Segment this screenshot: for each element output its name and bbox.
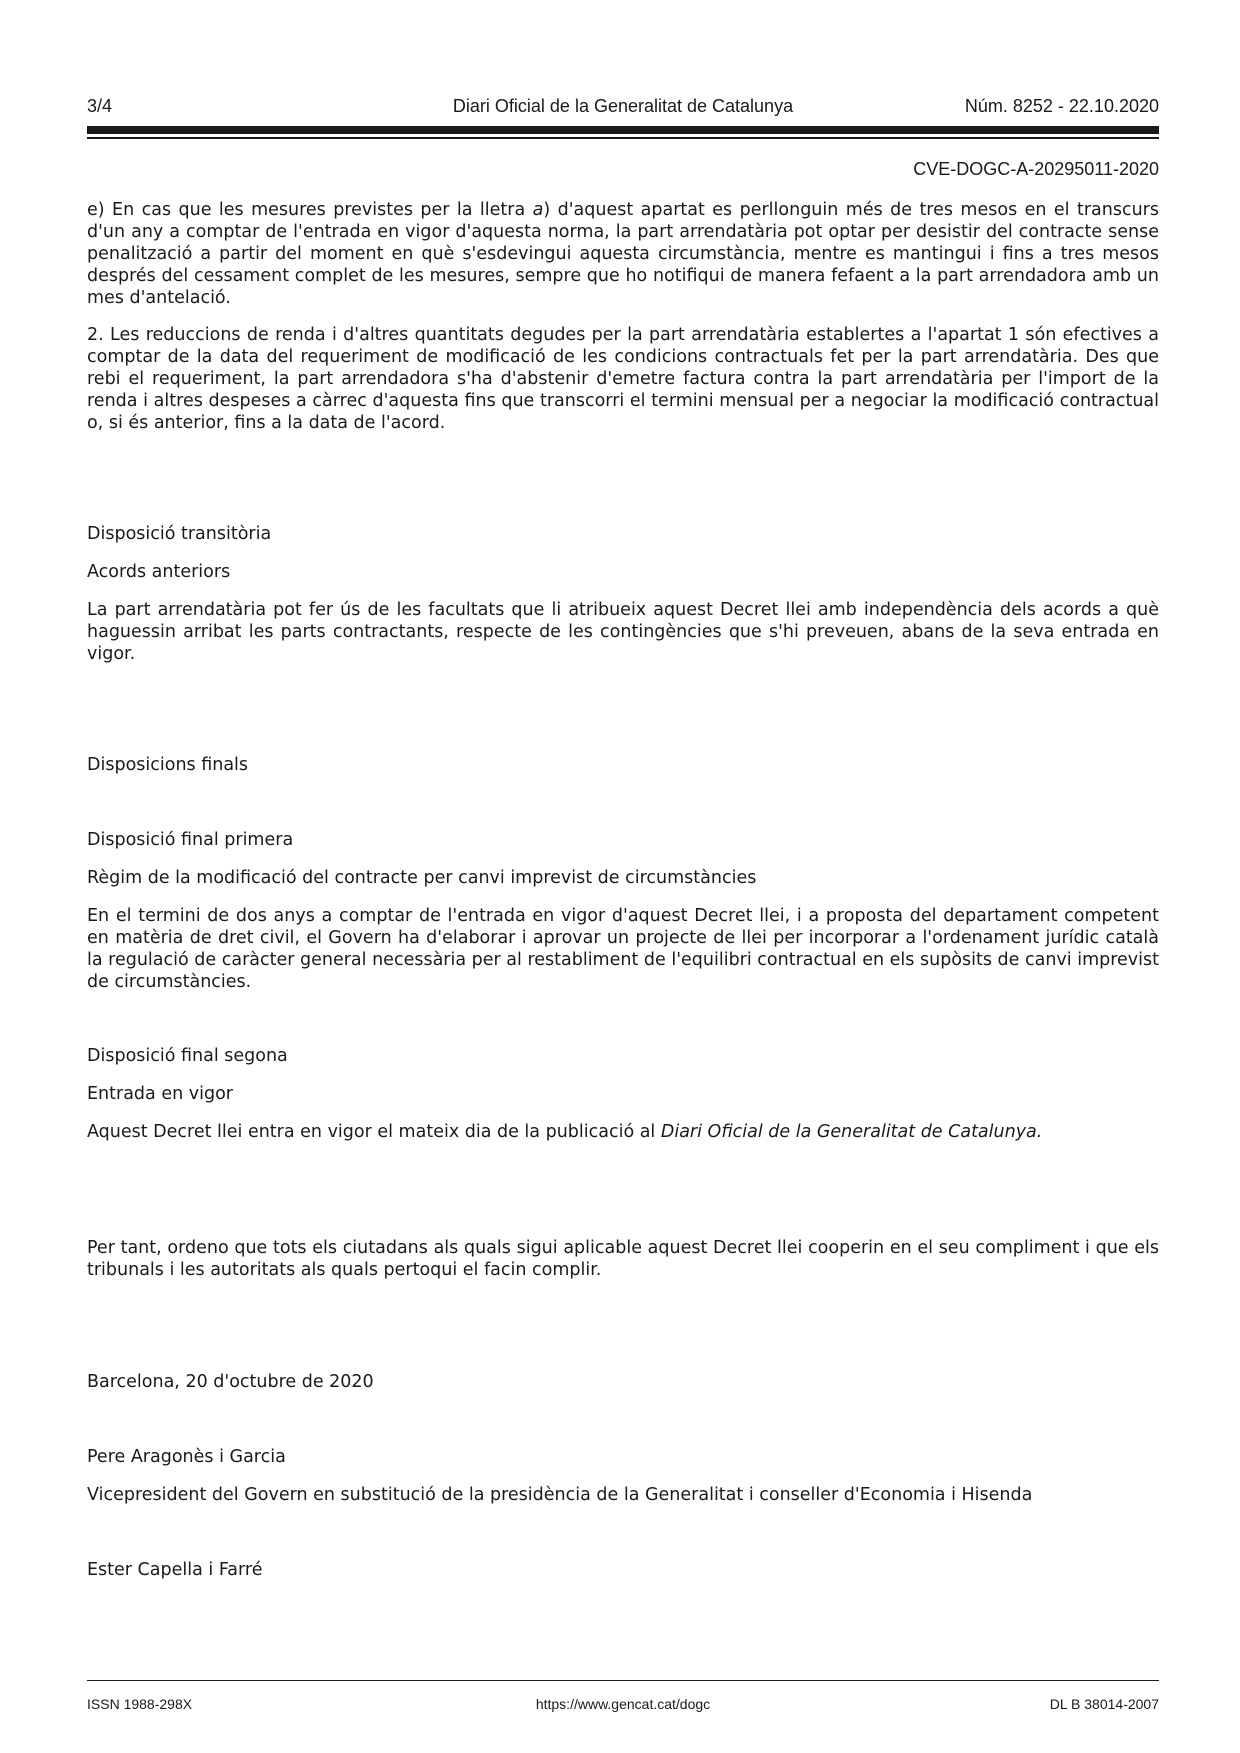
final2-text-journal: Diari Oficial de la Generalitat de Catalunya. — [660, 1122, 1043, 1142]
signatory2-name: Ester Capella i Farré — [87, 1560, 263, 1580]
final1-heading: Disposició final primera — [87, 830, 294, 850]
page-number: 3/4 — [87, 96, 113, 116]
header-rule-thick — [87, 126, 1159, 134]
issn: ISSN 1988-298X — [87, 1696, 193, 1712]
page-footer — [87, 1696, 1159, 1716]
final1-text: En el termini de dos anys a comptar de l'entrada en vigor d'aquest Decret llei, i a proposta del departament competent en matèria de dret civil, el Govern ha d'elaborar i aprovar un projecte de llei per incorporar a l'ordenament jurídic català la regulació de caràcter general necessària per al restabliment de l'equilibri contractual en els supòsits de canvi imprevist de circumstàncies. — [87, 906, 1159, 992]
paragraph-e — [87, 199, 1159, 309]
paragraph-2: 2. Les reduccions de renda i d'altres quantitats degudes per la part arrendatària establertes a l'apartat 1 són efectives a comptar de la data del requeriment de modificació de les condicions contractuals fet per la part arrendatària. Des que rebi el requeriment, la part arrendadora s'ha d'abstenir d'emetre factura contra la part arrendatària per l'import de la renda i altres despeses a càrrec d'aquesta fins que transcorri el termini mensual per a negociar la modificació contractual o, si és anterior, fins a la data de l'acord. — [87, 325, 1159, 433]
header-rule-thin — [87, 137, 1159, 139]
paragraph-e-letter: a — [532, 200, 544, 220]
transitory-text: La part arrendatària pot fer ús de les facultats que li atribueix aquest Decret llei amb independència dels acords a què haguessin arribat les parts contractants, respecte de les contingències que s'hi preveuen, abans de la seva entrada en vigor. — [87, 600, 1159, 664]
issue-number: Núm. 8252 - 22.10.2020 — [964, 96, 1159, 116]
transitory-heading: Disposició transitòria — [87, 524, 272, 544]
final1-title: Règim de la modificació del contracte per canvi imprevist de circumstàncies — [87, 868, 757, 888]
legal-deposit: DL B 38014-2007 — [1049, 1696, 1159, 1712]
publication-title: Diari Oficial de la Generalitat de Catalunya — [452, 96, 794, 116]
closing-formula: Per tant, ordeno que tots els ciutadans als quals sigui aplicable aquest Decret llei cooperin en el seu compliment i que els tribunals i les autoritats als quals pertoqui el facin complir. — [87, 1238, 1159, 1280]
place-date: Barcelona, 20 d'octubre de 2020 — [87, 1372, 374, 1392]
final2-heading: Disposició final segona — [87, 1046, 288, 1066]
paragraph-e-prefix: e) En cas que les mesures previstes per la lletra — [87, 200, 533, 220]
signatory1-title: Vicepresident del Govern en substitució de la presidència de la Generalitat i conseller d'Economia i Hisenda — [87, 1485, 1033, 1505]
final2-title: Entrada en vigor — [87, 1084, 233, 1104]
paragraph-e-rest: ) d'aquest apartat es perllonguin més de tres mesos en el transcurs d'un any a comptar de l'entrada en vigor d'aquesta norma, la part arrendatària pot optar per desistir del contracte sense penalització a partir del moment en què s'esdevingui aquesta circumstància, mentre es mantingui i fins a tres mesos després del cessament complet de les mesures, sempre que ho notifiqui de manera fefaent a la part arrendadora amb un mes d'antelació. — [87, 200, 1159, 308]
final2-text-prefix: Aquest Decret llei entra en vigor el mateix dia de la publicació al — [87, 1122, 661, 1142]
page-header — [87, 96, 1159, 124]
signatory1-name: Pere Aragonès i Garcia — [87, 1447, 286, 1467]
final2-text — [87, 1121, 1159, 1143]
footer-url[interactable]: https://www.gencat.cat/dogc — [535, 1696, 711, 1712]
finals-heading: Disposicions finals — [87, 755, 249, 775]
transitory-title: Acords anteriors — [87, 562, 231, 582]
footer-rule — [87, 1680, 1159, 1681]
cve-code: CVE-DOGC-A-20295011-2020 — [913, 159, 1159, 179]
